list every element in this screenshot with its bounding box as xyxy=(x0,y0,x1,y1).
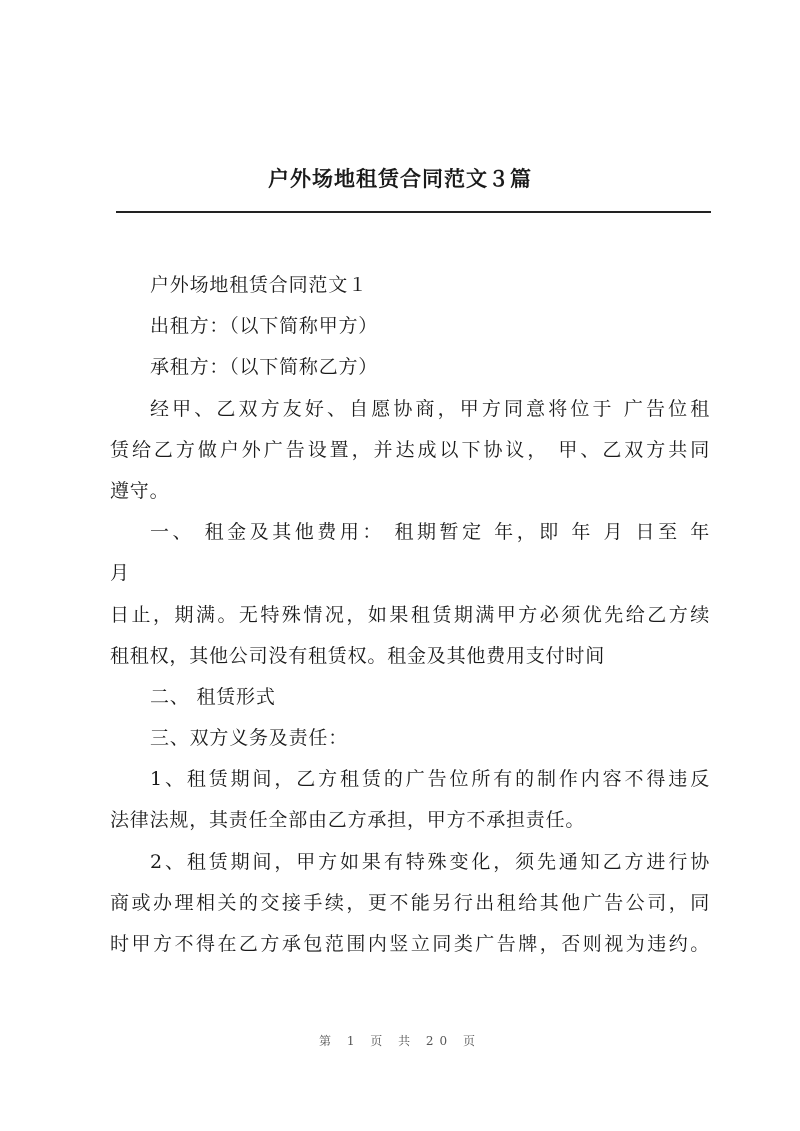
document-title: 户外场地租赁合同范文３篇 xyxy=(268,166,532,191)
clause-heading: 二、 租赁形式 xyxy=(150,685,276,708)
paragraph-line: 经甲、乙双方友好、自愿协商，甲方同意将位于 广告位租 xyxy=(150,397,710,420)
lessee-line: 承租方：（以下简称乙方） xyxy=(150,356,379,379)
clause-heading: 一、 租金及其他费用： 租期暂定 年，即 年 月 日至 年 xyxy=(150,521,710,544)
document-body xyxy=(110,265,710,965)
paragraph-line: 日止，期满。无特殊情况，如果租赁期满甲方必须优先给乙方续 xyxy=(110,603,710,626)
paragraph-line: 赁给乙方做户外广告设置，并达成以下协议， 甲、乙双方共同 xyxy=(110,438,710,461)
title-divider xyxy=(116,211,711,213)
lessor-line: 出租方：（以下简称甲方） xyxy=(150,315,379,338)
paragraph-line: 商或办理相关的交接手续，更不能另行出租给其他广告公司，同 xyxy=(110,891,710,914)
paragraph-line: 遵守。 xyxy=(110,479,170,502)
paragraph-line: 2、租赁期间，甲方如果有特殊变化，须先通知乙方进行协 xyxy=(150,850,710,873)
section-heading: 户外场地租赁合同范文１ xyxy=(150,274,368,296)
paragraph-line: 租租权，其他公司没有租赁权。租金及其他费用支付时间 xyxy=(110,644,606,667)
clause-heading: 三、双方义务及责任： xyxy=(150,727,349,750)
paragraph-line: 1、租赁期间，乙方租赁的广告位所有的制作内容不得违反 xyxy=(150,768,710,791)
page-number: 第 1 页 共 20 页 xyxy=(319,1034,481,1048)
paragraph-line: 月 xyxy=(110,562,130,585)
paragraph-line: 时甲方不得在乙方承包范围内竖立同类广告牌，否则视为违约。 xyxy=(110,933,710,955)
paragraph-line: 法律法规，其责任全部由乙方承担，甲方不承担责任。 xyxy=(110,809,586,832)
